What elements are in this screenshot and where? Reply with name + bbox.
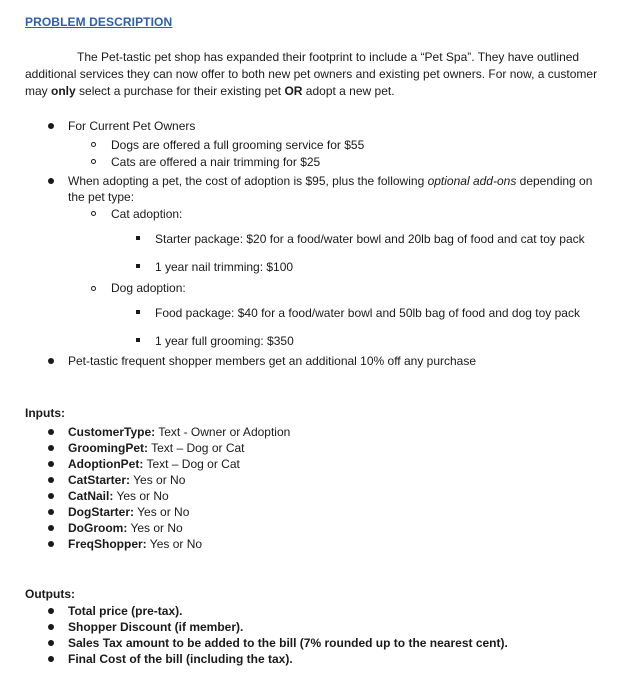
- adoption-label: [68, 173, 592, 189]
- input-name: CatStarter:: [68, 473, 131, 487]
- current-owner-item: Dogs are offered a full grooming service for $55: [111, 138, 365, 152]
- output-item: Final Cost of the bill (including the tax).: [68, 652, 293, 666]
- input-item: [68, 424, 290, 440]
- input-name: DoGroom:: [68, 521, 128, 535]
- input-name: CatNail:: [68, 489, 114, 503]
- input-desc: Text - Owner or Adoption: [155, 425, 291, 439]
- outputs-heading: Outputs:: [25, 587, 75, 601]
- input-name: FreqShopper:: [68, 537, 147, 551]
- output-item: Total price (pre-tax).: [68, 604, 183, 618]
- input-desc: Text – Dog or Cat: [148, 441, 245, 455]
- output-item: Sales Tax amount to be added to the bill (7% rounded up to the nearest cent).: [68, 636, 508, 650]
- cat-adoption-item: 1 year nail trimming: $100: [155, 260, 294, 274]
- ring-bullet-icon: [91, 142, 96, 147]
- output-item: Shopper Discount (if member).: [68, 620, 244, 634]
- bullet-icon: [48, 178, 54, 184]
- intro-only: only: [51, 84, 76, 98]
- ring-bullet-icon: [91, 286, 96, 291]
- input-desc: Yes or No: [130, 473, 186, 487]
- current-owner-item: Cats are offered a nair trimming for $25: [111, 155, 321, 169]
- square-bullet-icon: [136, 338, 140, 342]
- bullet-icon: [48, 123, 54, 129]
- intro-text-3: adopt a new pet.: [302, 84, 395, 98]
- square-bullet-icon: [136, 310, 140, 314]
- input-name: CustomerType:: [68, 425, 156, 439]
- input-name: DogStarter:: [68, 505, 135, 519]
- current-owners-label: For Current Pet Owners: [68, 119, 196, 133]
- dog-adoption-item: Food package: $40 for a food/water bowl and 50lb bag of food and dog toy pack: [155, 306, 580, 320]
- bullet-icon: [48, 608, 54, 614]
- cat-adoption-item: Starter package: $20 for a food/water bowl and 20lb bag of food and cat toy pack: [155, 232, 585, 246]
- bullet-icon: [48, 509, 54, 515]
- dog-adoption-label: Dog adoption:: [111, 281, 186, 295]
- adoption-label-optional: optional add-ons: [427, 174, 517, 188]
- inputs-heading: Inputs:: [25, 406, 65, 420]
- intro-text-1: The Pet-tastic pet shop has expanded their footprint to include a “Pet Spa”. They have outlined additional services they can now offer to both new pet owners and existing pet owners. For now, a customer may: [25, 50, 598, 98]
- square-bullet-icon: [136, 264, 140, 268]
- square-bullet-icon: [136, 236, 140, 240]
- input-name: GroomingPet:: [68, 441, 148, 455]
- input-item: [68, 504, 189, 520]
- input-desc: Yes or No: [146, 537, 203, 551]
- input-desc: Yes or No: [134, 505, 190, 519]
- adoption-label-text-1: When adopting a pet, the cost of adoption is $95, plus the following: [68, 174, 428, 188]
- bullet-icon: [48, 525, 54, 531]
- bullet-icon: [48, 429, 54, 435]
- input-item: [68, 520, 183, 536]
- ring-bullet-icon: [91, 159, 96, 164]
- bullet-icon: [48, 461, 54, 467]
- input-name: AdoptionPet:: [68, 457, 144, 471]
- bullet-icon: [48, 541, 54, 547]
- bullet-icon: [48, 493, 54, 499]
- input-desc: Text – Dog or Cat: [143, 457, 240, 471]
- page-title: PROBLEM DESCRIPTION: [25, 15, 173, 29]
- ring-bullet-icon: [91, 211, 96, 216]
- bullet-icon: [48, 624, 54, 630]
- adoption-label-line2: the pet type:: [68, 190, 135, 204]
- input-item: [68, 456, 240, 472]
- adoption-label-text-2: depending on: [516, 174, 593, 188]
- input-item: [68, 536, 202, 552]
- input-item: [68, 440, 245, 456]
- bullet-icon: [48, 358, 54, 364]
- intro-text-2: select a purchase for their existing pet: [75, 84, 285, 98]
- bullet-icon: [48, 477, 54, 483]
- cat-adoption-label: Cat adoption:: [111, 207, 183, 221]
- intro-paragraph: [25, 49, 615, 100]
- dog-adoption-item: 1 year full grooming: $350: [155, 334, 294, 348]
- bullet-icon: [48, 445, 54, 451]
- input-item: [68, 472, 185, 488]
- frequent-shopper-rule: Pet-tastic frequent shopper members get an additional 10% off any purchase: [68, 354, 477, 368]
- intro-or: OR: [284, 84, 303, 98]
- input-desc: Yes or No: [127, 521, 183, 535]
- bullet-icon: [48, 656, 54, 662]
- input-item: [68, 488, 169, 504]
- input-desc: Yes or No: [113, 489, 169, 503]
- bullet-icon: [48, 640, 54, 646]
